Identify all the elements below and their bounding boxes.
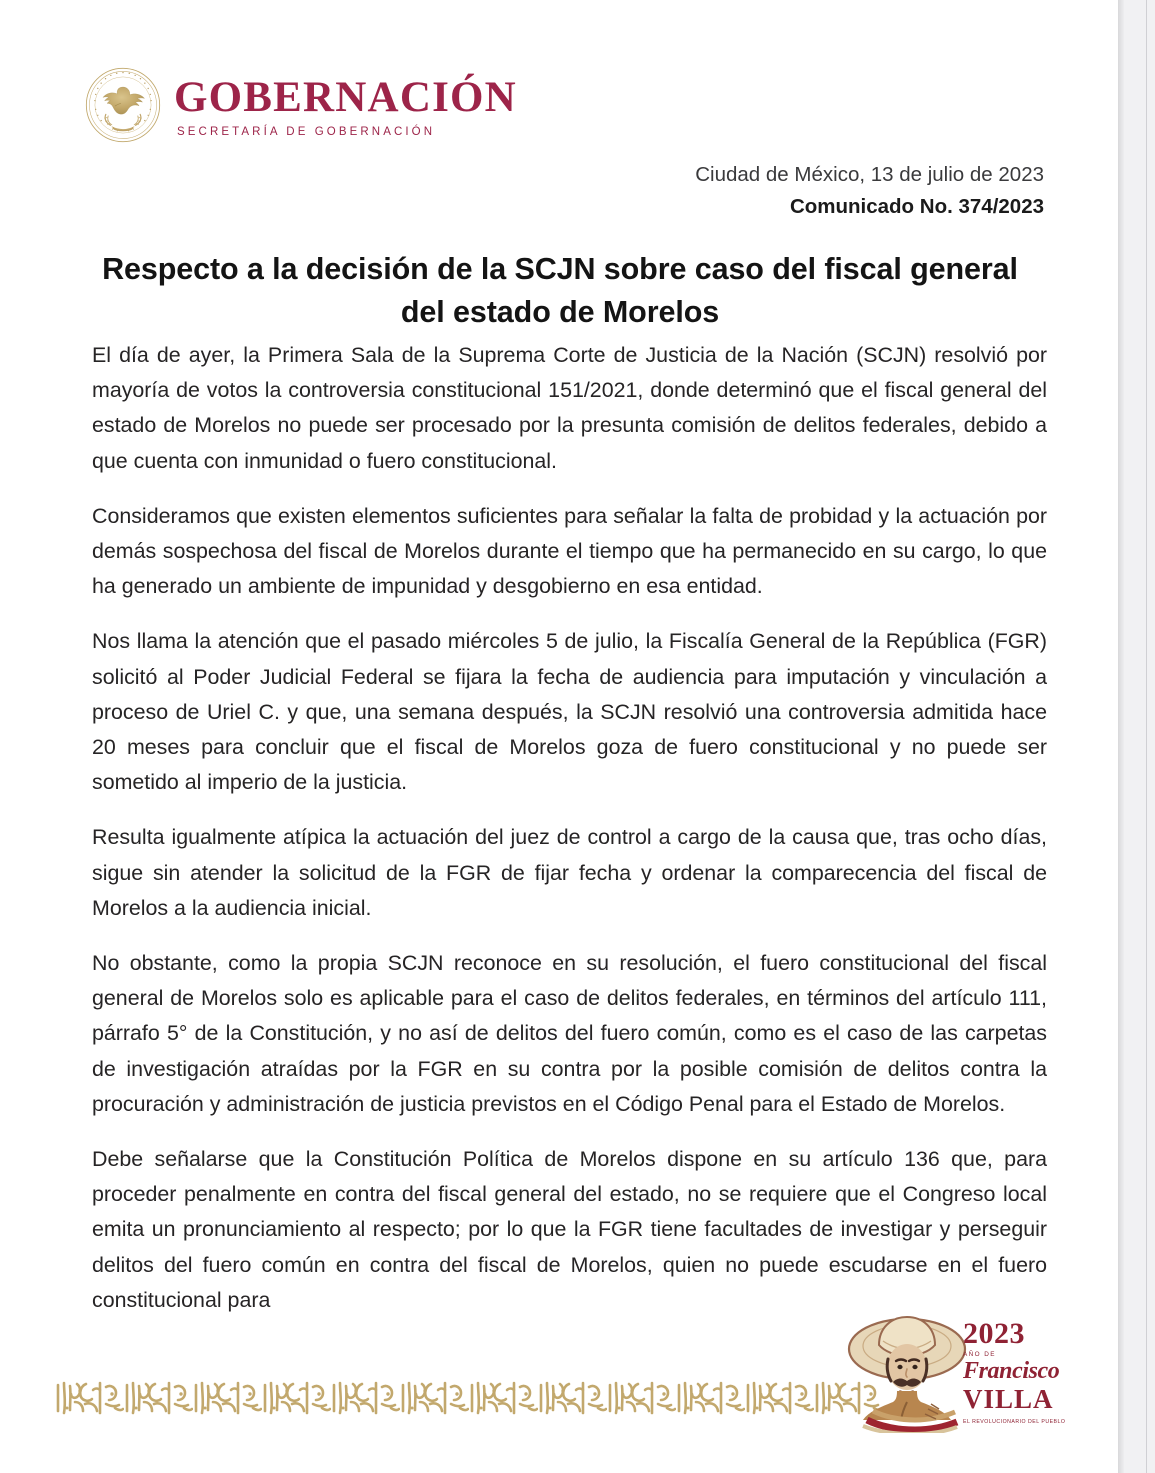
body-paragraph: Resulta igualmente atípica la actuación del juez de control a cargo de la causa que, tras ocho días, sigue sin atender la solicitud de la FGR de fijar fecha y ordenar la comparecencia del fiscal de Morelos a la audiencia inicial. xyxy=(92,825,1047,920)
document-body xyxy=(92,338,1047,1318)
brand-subtitle: SECRETARÍA DE GOBERNACIÓN xyxy=(177,126,436,138)
body-paragraph: Nos llama la atención que el pasado miércoles 5 de julio, la Fiscalía General de la República (FGR) solicitó al Poder Judicial Federal se fijara la fecha de audiencia para imputación y vinculación a proceso de Uriel C. y que, una semana después, la SCJN resolvió una controversia admitida hace 20 meses para concluir que el fiscal de Morelos goza de fuero constitucional y no puede ser sometido al imperio de la justicia. xyxy=(92,629,1047,795)
gobernacion-brand xyxy=(84,66,517,144)
dateline-bulletin-number: Comunicado No. 374/2023 xyxy=(789,194,1044,218)
viewer-scroll-gutter[interactable] xyxy=(1124,0,1155,1473)
document-header xyxy=(0,0,1118,160)
francisco-villa-2023-logo xyxy=(845,1305,1066,1433)
body-paragraph: El día de ayer, la Primera Sala de la Suprema Corte de Justicia de la Nación (SCJN) resolvió por mayoría de votos la controversia constitucional 151/2021, donde determinó que el fiscal general del estado de Morelos no puede ser procesado por la presunta comisión de delitos federales, debido a que cuenta con inmunidad o fuero constitucional. xyxy=(92,343,1047,473)
dateline xyxy=(424,160,1044,223)
villa-year: 2023 xyxy=(963,1317,1025,1350)
body-paragraph: No obstante, como la propia SCJN reconoce en su resolución, el fuero constitucional del fiscal general de Morelos solo es aplicable para el caso de delitos federales, en términos del artículo 111, párrafo 5° de la Constitución, y no así de delitos del fuero común, como es el caso de las carpetas de investigación atraídas por la FGR en su contra por la posible comisión de delitos contra la procuración y administración de justicia previstos en el Código Penal para el Estado de Morelos. xyxy=(92,951,1047,1116)
brand-title: GOBERNACIÓN xyxy=(174,74,517,121)
villa-tagline: EL REVOLUCIONARIO DEL PUEBLO xyxy=(963,1419,1066,1425)
villa-wordmark xyxy=(963,1317,1066,1425)
dateline-city-date: Ciudad de México, 13 de julio de 2023 xyxy=(695,163,1044,186)
brand-wordmark xyxy=(174,72,517,138)
body-paragraph: Consideramos que existen elementos suficientes para señalar la falta de probidad y la actuación por demás sospechosa del fiscal de Morelos durante el tiempo que ha permanecido en su cargo, lo que ha generado un ambiente de impunidad y desgobierno en esa entidad. xyxy=(92,503,1047,599)
villa-first-name: Francisco xyxy=(963,1358,1060,1384)
villa-anio-de-label: AÑO DE xyxy=(963,1351,996,1358)
page-title: Respecto a la decisión de la SCJN sobre caso del fiscal general del estado de Morelos xyxy=(102,252,1018,329)
mexican-coat-of-arms-seal xyxy=(84,66,162,144)
villa-surname: VILLA xyxy=(963,1384,1054,1414)
body-paragraph: Debe señalarse que la Constitución Política de Morelos dispone en su artículo 136 que, para proceder penalmente en contra del fiscal general del estado, no se requiere que el Congreso local emita un pronunciamiento al respecto; por lo que la FGR tiene facultades de investigar y perseguir delitos del fuero común en contra del fiscal de Morelos, quien no puede escudarse en el fuero constitucional para xyxy=(92,1147,1047,1312)
document-footer xyxy=(0,1303,1118,1473)
decorative-band xyxy=(55,1380,883,1416)
